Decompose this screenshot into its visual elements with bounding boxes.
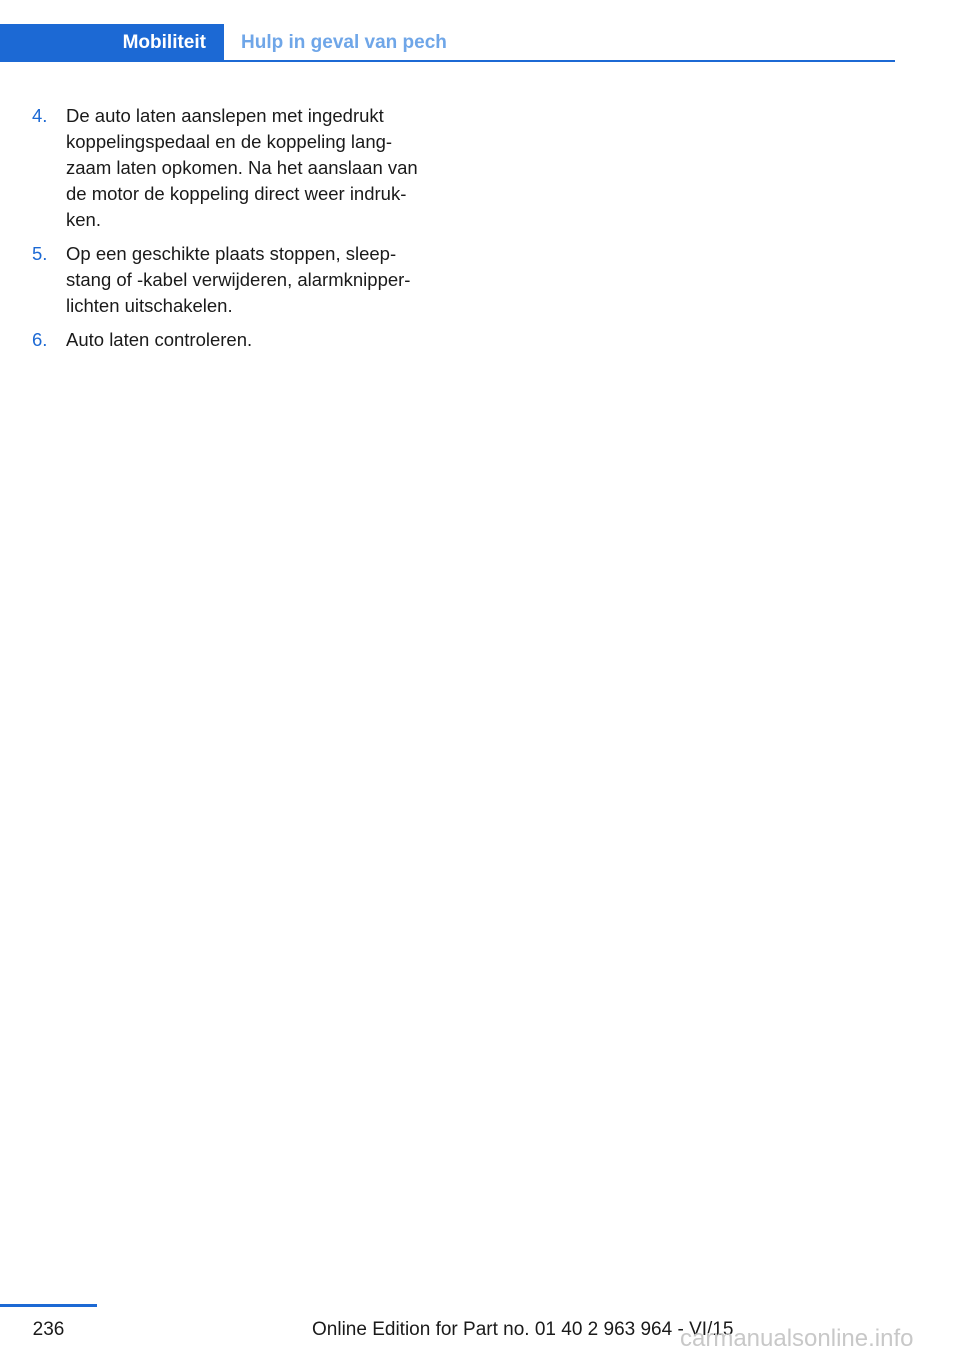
chapter-title-link[interactable]: Hulp in geval van pech [241,32,447,53]
step-text-line: Auto laten controleren. [66,329,253,350]
page-header [0,24,895,62]
step-item [32,327,452,353]
step-text-line: Op een geschikte plaats stoppen, sleep- [66,243,397,264]
step-text-line: De auto laten aanslepen met ingedrukt [66,105,384,126]
watermark: carmanualsonline.info [680,1325,914,1352]
section-tab-mobiliteit[interactable]: Mobiliteit [0,24,224,62]
instruction-steps [32,103,452,361]
step-item [32,103,452,233]
step-text-line: koppelingspedaal en de koppeling lang- [66,131,393,152]
page-number: 236 [32,1319,65,1340]
header-divider [0,60,895,62]
step-text-line: ken. [66,209,101,230]
step-number: 6. [32,329,48,350]
step-item [32,241,452,319]
step-text-line: lichten uitschakelen. [66,295,233,316]
step-text-line: zaam laten opkomen. Na het aanslaan van [66,157,418,178]
step-text-line: stang of -kabel verwijderen, alarmknipper- [66,269,411,290]
footer-divider [0,1304,97,1307]
edition-note: Online Edition for Part no. 01 40 2 963 964 - VI/15 [312,1319,734,1340]
step-text-line: de motor de koppeling direct weer indruk- [66,183,407,204]
step-number: 4. [32,105,48,126]
step-number: 5. [32,243,48,264]
